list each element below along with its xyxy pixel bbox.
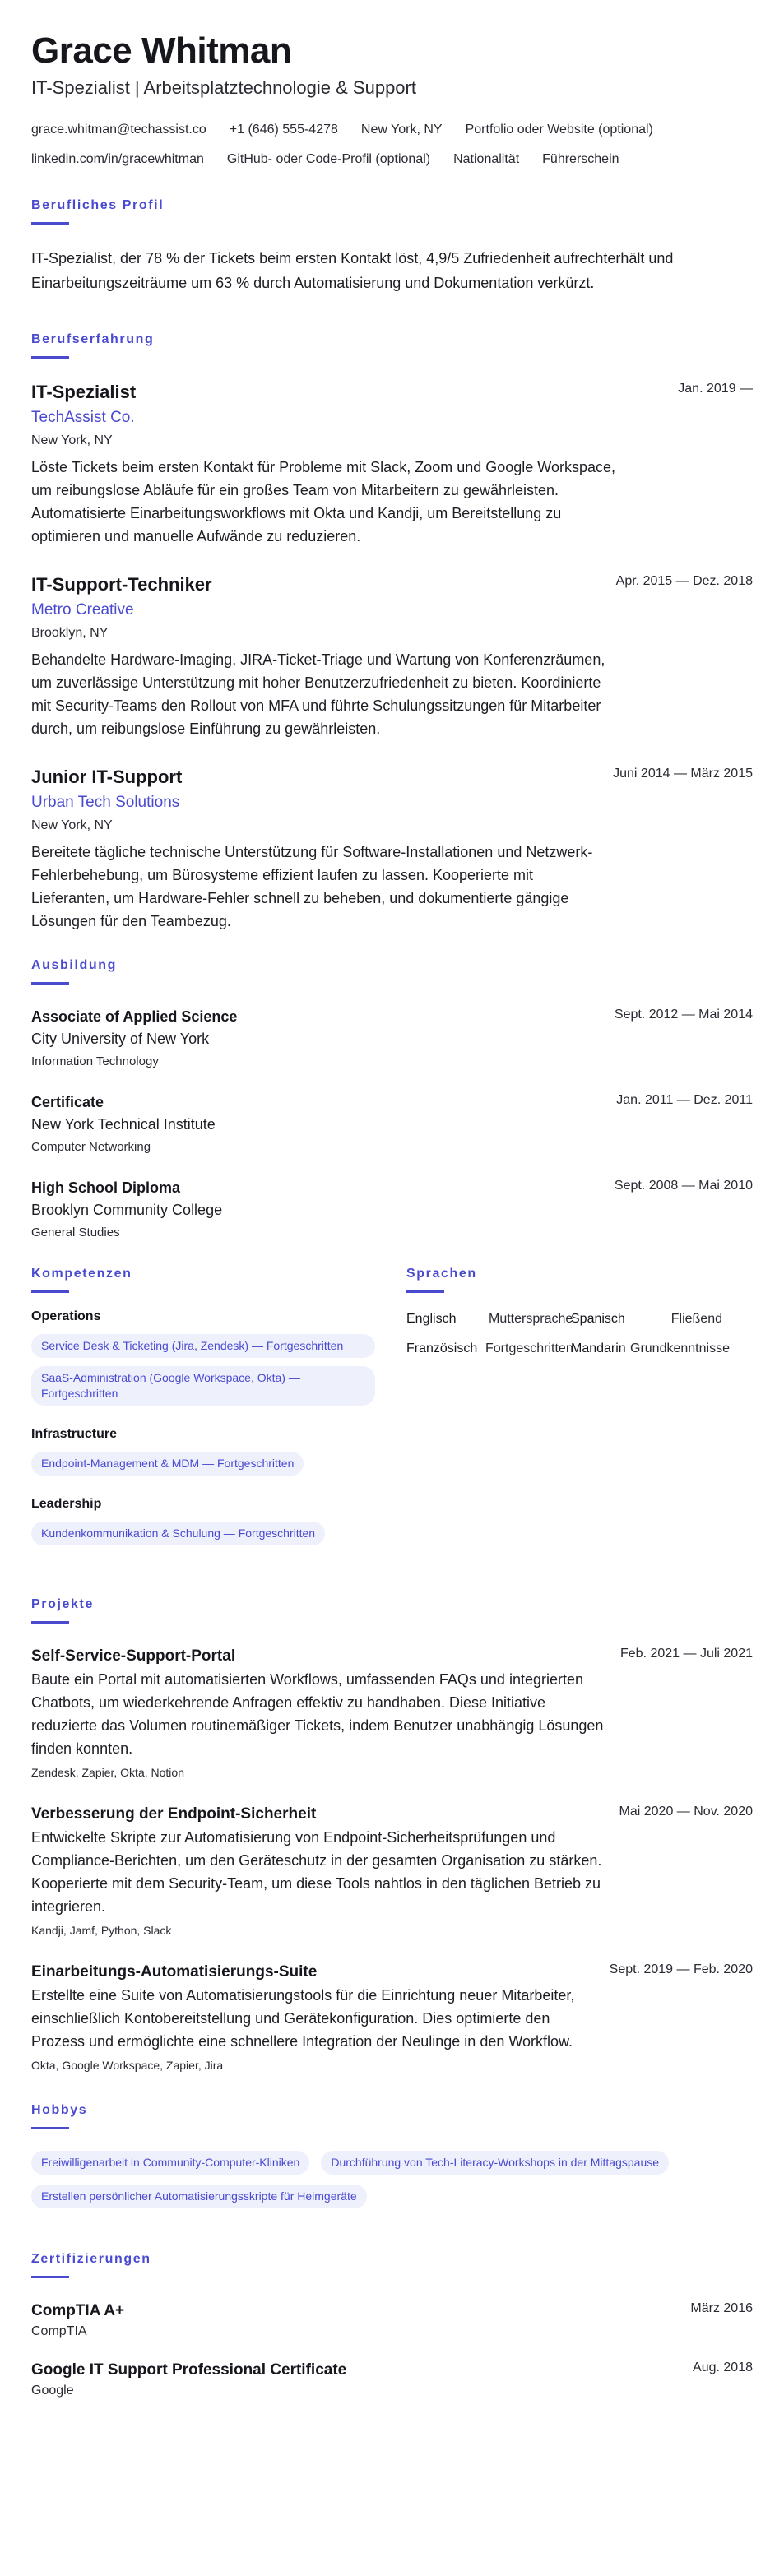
education-school: Brooklyn Community College <box>31 1202 223 1218</box>
section-divider <box>31 2127 69 2129</box>
project-description: Erstellte eine Suite von Automatisierungstools für die Einrichtung neuer Mitarbeiter, einschließlich Kontobereitstellung und Gerätekonfiguration. Dies optimierte den Prozess und ermöglichte eine schnellere Integration der Neulinge in den Workflow. <box>31 1987 575 2050</box>
education-field: Information Technology <box>31 1054 159 1068</box>
projects-section <box>31 1596 753 2074</box>
language-name: Spanisch <box>571 1312 625 1326</box>
project-date: Mai 2020 — Nov. 2020 <box>619 1805 753 1818</box>
job-entry <box>31 765 753 933</box>
hobby-pill: Durchführung von Tech-Literacy-Workshops in der Mittagspause <box>321 2151 669 2175</box>
job-location: Brooklyn, NY <box>31 626 109 640</box>
skills-languages-row <box>31 1266 753 1567</box>
language-level: Fließend <box>670 1312 722 1326</box>
nationality: Nationalität <box>453 152 520 166</box>
job-title: IT-Support-Techniker <box>31 574 212 595</box>
certification-title: CompTIA A+ <box>31 2302 125 2319</box>
resume-header <box>31 30 753 169</box>
job-location: New York, NY <box>31 433 113 447</box>
experience-section <box>31 331 753 933</box>
education-entry <box>31 1006 753 1072</box>
portfolio-link[interactable]: Portfolio oder Website (optional) <box>465 123 653 137</box>
education-entry <box>31 1177 753 1243</box>
project-tech: Kandji, Jamf, Python, Slack <box>31 1924 172 1937</box>
project-date: Feb. 2021 — Juli 2021 <box>620 1647 753 1661</box>
certification-date: März 2016 <box>690 2301 753 2315</box>
project-title: Einarbeitungs-Automatisierungs-Suite <box>31 1963 318 1981</box>
project-entry <box>31 1645 753 1781</box>
job-title: Junior IT-Support <box>31 767 183 787</box>
contact-row <box>31 150 753 169</box>
job-date: Juni 2014 — März 2015 <box>613 767 753 781</box>
section-title: Berufliches Profil <box>31 198 165 212</box>
education-field: General Studies <box>31 1225 120 1239</box>
job-date: Apr. 2015 — Dez. 2018 <box>615 574 753 588</box>
language-name: Mandarin <box>571 1341 626 1355</box>
certifications-section <box>31 2251 753 2400</box>
section-divider <box>31 982 69 985</box>
job-description: Löste Tickets beim ersten Kontakt für Probleme mit Slack, Zoom und Google Workspace, um reibungslose Abläufe für ein großes Team von Mitarbeitern zu gewährleisten. Automatisierte Einarbeitungsworkflows mit Okta und Kandji, um Bereitstellung zu optimieren und manuelle Aufwände zu reduzieren. <box>31 459 615 544</box>
education-date: Sept. 2012 — Mai 2014 <box>614 1008 753 1022</box>
languages-section <box>406 1266 753 1567</box>
hobbies-section <box>31 2102 753 2218</box>
job-title: IT-Spezialist <box>31 382 137 402</box>
skill-category-title: Leadership <box>31 1497 102 1511</box>
section-divider <box>406 1290 444 1293</box>
language-level: Muttersprache <box>489 1312 573 1326</box>
hobby-pill: Freiwilligenarbeit in Community-Computer-Kliniken <box>31 2151 309 2175</box>
skill-category <box>31 1427 406 1484</box>
certification-entry <box>31 2359 753 2400</box>
project-tech: Okta, Google Workspace, Zapier, Jira <box>31 2059 224 2072</box>
skill-pill: Kundenkommunikation & Schulung — Fortgeschritten <box>31 1522 325 1545</box>
skill-category <box>31 1309 406 1414</box>
language-name: Französisch <box>406 1341 478 1355</box>
section-divider <box>31 1621 69 1624</box>
project-tech: Zendesk, Zapier, Okta, Notion <box>31 1766 184 1779</box>
drivers-license: Führerschein <box>542 152 619 166</box>
person-name: Grace Whitman <box>31 30 292 71</box>
education-school: New York Technical Institute <box>31 1116 216 1133</box>
education-date: Jan. 2011 — Dez. 2011 <box>616 1093 753 1107</box>
project-entry <box>31 1803 753 1939</box>
education-degree: Certificate <box>31 1094 104 1110</box>
language-level: Grundkenntnisse <box>630 1341 730 1355</box>
phone-number[interactable]: +1 (646) 555-4278 <box>229 123 338 137</box>
certification-date: Aug. 2018 <box>693 2361 753 2374</box>
location: New York, NY <box>360 123 443 137</box>
profile-section <box>31 197 753 295</box>
certification-title: Google IT Support Professional Certificate <box>31 2361 347 2379</box>
section-title: Kompetenzen <box>31 1267 132 1281</box>
certification-issuer: CompTIA <box>31 2324 87 2338</box>
section-title: Zertifizierungen <box>31 2252 151 2266</box>
section-title: Sprachen <box>406 1267 477 1281</box>
skills-section <box>31 1266 406 1567</box>
hobby-list <box>31 2151 755 2218</box>
job-description: Bereitete tägliche technische Unterstützung für Software-Installationen und Netzwerk-Fehlerbehebung, um Bürosysteme effizient laufen zu lassen. Kooperierte mit Lieferanten, um Hardware-Fehler schnell zu beheben, und dokumentierte gängige Lösungen für den Teambezug. <box>31 844 593 929</box>
job-company: Metro Creative <box>31 601 134 619</box>
skill-category-title: Infrastructure <box>31 1427 118 1441</box>
language-name: Englisch <box>406 1312 457 1326</box>
profile-summary: IT-Spezialist, der 78 % der Tickets beim ersten Kontakt löst, 4,9/5 Zufriedenheit aufrechterhält und Einarbeitungszeiträume um 63 % durch Automatisierung und Dokumentation verkürzt. <box>31 250 674 291</box>
language-level: Fortgeschritten <box>485 1341 573 1355</box>
job-location: New York, NY <box>31 818 113 832</box>
project-description: Entwickelte Skripte zur Automatisierung von Endpoint-Sicherheitsprüfungen und Compliance-Berichten, um den Geräteschutz in der gesamten Organisation zu stärken. Kooperierte mit dem Security-Team, um diese Tools nahtlos in den täglichen Betrieb zu integrieren. <box>31 1829 602 1915</box>
job-description: Behandelte Hardware-Imaging, JIRA-Ticket-Triage und Wartung von Konferenzräumen, um zuverlässige Unterstützung mit hoher Benutzerzufriedenheit zu bieten. Koordinierte mit Security-Teams den Rollout von MFA und führte Schulungssitzungen für Mitarbeiter durch, um reibungslose Einführung zu gewährleisten. <box>31 651 605 737</box>
skill-pill: SaaS-Administration (Google Workspace, Okta) — Fortgeschritten <box>31 1366 375 1406</box>
skill-category-title: Operations <box>31 1309 101 1323</box>
job-company: TechAssist Co. <box>31 409 135 426</box>
education-date: Sept. 2008 — Mai 2010 <box>614 1179 753 1193</box>
language-row <box>406 1309 753 1329</box>
hobby-pill: Erstellen persönlicher Automatisierungsskripte für Heimgeräte <box>31 2185 367 2208</box>
section-title: Berufserfahrung <box>31 332 155 346</box>
contact-row <box>31 120 753 140</box>
certification-entry <box>31 2300 753 2341</box>
project-title: Verbesserung der Endpoint-Sicherheit <box>31 1805 317 1823</box>
education-entry <box>31 1091 753 1157</box>
education-school: City University of New York <box>31 1031 210 1047</box>
project-date: Sept. 2019 — Feb. 2020 <box>609 1962 753 1976</box>
github-link[interactable]: GitHub- oder Code-Profil (optional) <box>226 152 431 166</box>
section-divider <box>31 2276 69 2278</box>
education-section <box>31 957 753 1243</box>
job-company: Urban Tech Solutions <box>31 794 180 811</box>
job-entry <box>31 572 753 740</box>
skill-category <box>31 1497 406 1554</box>
section-title: Hobbys <box>31 2103 88 2117</box>
section-divider <box>31 222 69 225</box>
education-field: Computer Networking <box>31 1140 151 1154</box>
job-entry <box>31 380 753 548</box>
section-title: Ausbildung <box>31 958 117 972</box>
email-link[interactable]: grace.whitman@techassist.co <box>31 123 206 137</box>
section-title: Projekte <box>31 1597 94 1611</box>
skill-pill: Service Desk & Ticketing (Jira, Zendesk) — Fortgeschritten <box>31 1334 375 1358</box>
project-title: Self-Service-Support-Portal <box>31 1647 236 1665</box>
education-degree: Associate of Applied Science <box>31 1008 238 1025</box>
education-degree: High School Diploma <box>31 1179 181 1196</box>
certification-issuer: Google <box>31 2384 74 2398</box>
skill-pill: Endpoint-Management & MDM — Fortgeschritten <box>31 1452 304 1476</box>
linkedin-link[interactable]: linkedin.com/in/gracewhitman <box>31 152 204 166</box>
project-description: Baute ein Portal mit automatisierten Workflows, umfassenden FAQs und integrierten Chatbots, um wiederkehrende Anfragen effektiv zu handhaben. Diese Initiative reduzierte das Volumen routinemäßiger Tickets, indem Benutzer unabhängig Lösungen finden konnten. <box>31 1671 604 1757</box>
contact-info <box>31 120 753 169</box>
language-row <box>406 1339 753 1359</box>
job-date: Jan. 2019 — <box>678 382 753 396</box>
project-entry <box>31 1961 753 2074</box>
headline: IT-Spezialist | Arbeitsplatztechnologie & Support <box>31 77 416 98</box>
section-divider <box>31 356 69 359</box>
section-divider <box>31 1290 69 1293</box>
